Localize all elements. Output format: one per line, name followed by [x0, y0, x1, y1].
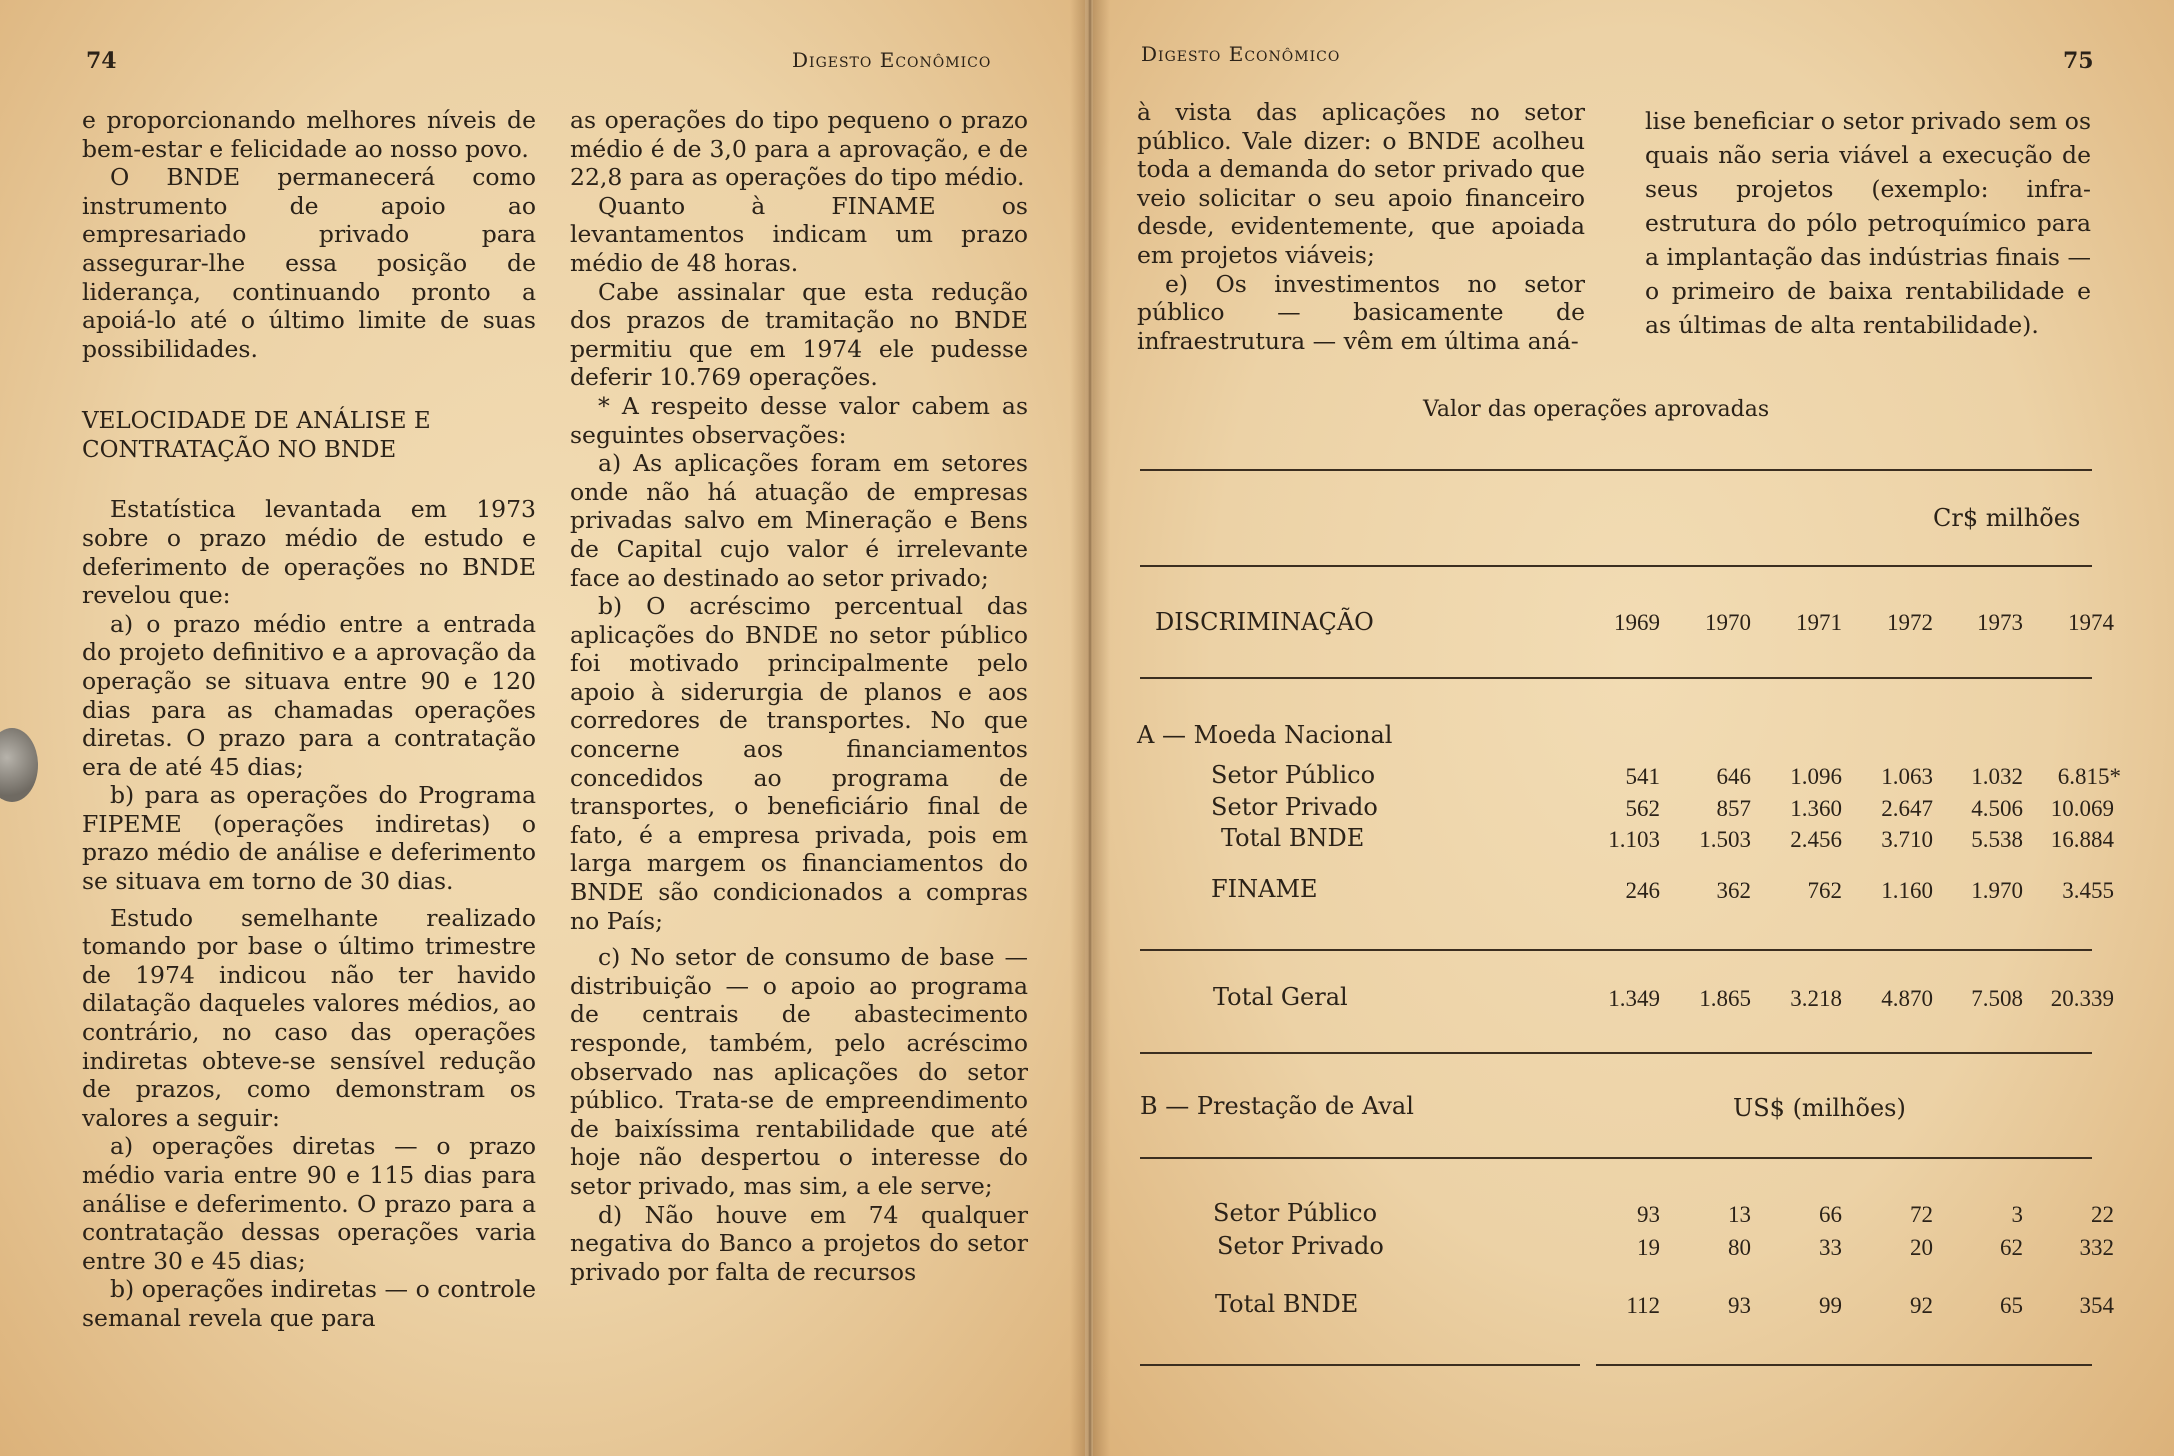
right-page	[1093, 0, 2174, 1456]
paragraph: as operações do tipo pequeno o prazo médio é de 3,0 para a aprovação, e de 22,8 para as operações do tipo médio.	[570, 106, 1028, 192]
table-rule	[1596, 1364, 2092, 1366]
paragraph: Estudo semelhante realizado tomando por base o último trimestre de 1974 indicou não ter havido dilatação daqueles valores médios, ao contrário, no caso das operações indiretas obteve-se sensível redução de prazos, como demonstram os valores a seguir:	[82, 903, 536, 1132]
running-head-right: Digesto Econômico	[1141, 42, 1341, 66]
row-label: FINAME	[1211, 875, 1318, 903]
paragraph: a) As aplicações foram em setores onde não há atuação de empresas privadas salvo em Mineração e Bens de Capital cujo valor é irrelevante face ao destinado ao setor privado;	[570, 449, 1028, 592]
table-cell: 65	[2000, 1293, 2023, 1318]
table-rule	[1140, 1052, 2092, 1054]
section-b-label: B — Prestação de Aval	[1140, 1092, 1414, 1120]
table-cell: 22	[2091, 1202, 2114, 1227]
row-label: Total BNDE	[1215, 1290, 1359, 1318]
row-label: Setor Privado	[1217, 1232, 1384, 1260]
table-cell: 6.815*	[2057, 764, 2121, 789]
paragraph: b) operações indiretas — o controle semanal revela que para	[82, 1275, 536, 1332]
table-cell: 3.710	[1881, 827, 1933, 852]
table-cell: 20	[1910, 1235, 1933, 1260]
table-cell: 1.103	[1608, 827, 1660, 852]
paragraph: a) o prazo médio entre a entrada do projeto definitivo e a aprovação da operação se situava entre 90 e 120 dias para as chamadas operações diretas. O prazo para a contratação era de até 45 dias;	[82, 609, 536, 781]
year-header: 1974	[2068, 610, 2114, 635]
table-cell: 7.508	[1971, 986, 2023, 1011]
year-header: 1970	[1705, 610, 1751, 635]
paragraph: e proporcionando melhores níveis de bem-estar e felicidade ao nosso povo.	[82, 106, 536, 163]
right-column-2	[1645, 104, 2091, 342]
table-rule	[1140, 469, 2092, 471]
section-a-label: A — Moeda Nacional	[1137, 721, 1393, 749]
year-header: 1971	[1796, 610, 1842, 635]
table-cell: 19	[1637, 1235, 1660, 1260]
year-header: 1972	[1887, 610, 1933, 635]
table-rule	[1140, 565, 2092, 567]
table-cell: 246	[1625, 878, 1660, 903]
left-column-1	[82, 106, 536, 1333]
paragraph: b) para as operações do Programa FIPEME (operações indiretas) o prazo médio de análise e deferimento se situava em torno de 30 dias.	[82, 781, 536, 896]
table-cell: 1.096	[1790, 764, 1842, 789]
table-cell: 857	[1716, 796, 1751, 821]
book-gutter	[1070, 0, 1110, 1456]
table-cell: 66	[1819, 1202, 1842, 1227]
table-cell: 1.349	[1608, 986, 1660, 1011]
paragraph: O BNDE permanecerá como instrumento de apoio ao empresariado privado para assegurar-lhe essa posição de liderança, continuando pronto a apoiá-lo até o último limite de suas possibilidades.	[82, 163, 536, 363]
table-cell: 1.063	[1881, 764, 1933, 789]
table-cell: 1.503	[1699, 827, 1751, 852]
table-rule	[1140, 1364, 1580, 1366]
table-cell: 541	[1625, 764, 1660, 789]
table-cell: 99	[1819, 1293, 1842, 1318]
paragraph: Cabe assinalar que esta redução dos prazos de tramitação no BNDE permitiu que em 1974 ele pudesse deferir 10.769 operações.	[570, 277, 1028, 392]
paragraph: * A respeito desse valor cabem as seguintes observações:	[570, 391, 1028, 449]
table-cell: 646	[1716, 764, 1751, 789]
table-cell: 13	[1728, 1202, 1751, 1227]
table-rule	[1140, 949, 2092, 951]
table-cell: 92	[1910, 1293, 1933, 1318]
row-label: Setor Privado	[1211, 793, 1378, 821]
table-cell: 332	[2079, 1235, 2114, 1260]
right-column-1	[1137, 98, 1585, 355]
table-cell: 362	[1716, 878, 1751, 903]
section-b-unit: US$ (milhões)	[1733, 1094, 1906, 1122]
table-cell: 3.218	[1790, 986, 1842, 1011]
table-cell: 2.647	[1881, 796, 1933, 821]
paragraph: b) O acréscimo percentual das aplicações do BNDE no setor público foi motivado principalmente pelo apoio à siderurgia de planos e aos corredores de transportes. No que concerne aos financiamentos concedidos ao programa de transportes, o beneficiário final de fato, é a empresa privada, pois em larga margem os financiamentos do BNDE são condicionados a compras no País;	[570, 592, 1028, 935]
table-cell: 562	[1625, 796, 1660, 821]
year-header: 1969	[1614, 610, 1660, 635]
left-column-2	[570, 106, 1028, 1286]
paragraph: e) Os investimentos no setor público — basicamente de infraestrutura — vêm em última aná-	[1137, 269, 1585, 355]
row-label: Total BNDE	[1221, 824, 1365, 852]
table-cell: 80	[1728, 1235, 1751, 1260]
paragraph: à vista das aplicações no setor público. Vale dizer: o BNDE acolheu toda a demanda do setor privado que veio solicitar o seu apoio financeiro desde, evidentemente, que apoiada em projetos viáveis;	[1137, 98, 1585, 269]
section-heading: VELOCIDADE DE ANÁLISE E CONTRATAÇÃO NO BNDE	[82, 408, 431, 464]
table-cell: 112	[1626, 1293, 1660, 1318]
paragraph: lise beneficiar o setor privado sem os quais não seria viável a execução de seus projetos (exemplo: infra-estrutura do pólo petroquímico para a implantação das indústrias finais — o primeiro de baixa rentabilidade e as últimas de alta rentabilidade).	[1645, 107, 2091, 339]
table-cell: 1.865	[1699, 986, 1751, 1011]
table-cell: 20.339	[2050, 986, 2114, 1011]
table-rule	[1140, 677, 2092, 679]
paragraph: d) Não houve em 74 qualquer negativa do Banco a projetos do setor privado por falta de recursos	[570, 1200, 1028, 1286]
running-head-left: Digesto Econômico	[792, 48, 992, 72]
table-title: Valor das operações aprovadas	[1423, 397, 1770, 422]
paper-clip-mark	[0, 728, 38, 802]
row-label: Total Geral	[1213, 983, 1348, 1011]
year-header: 1973	[1977, 610, 2023, 635]
table-cell: 72	[1910, 1202, 1933, 1227]
table-cell: 4.870	[1881, 986, 1933, 1011]
table-cell: 1.032	[1971, 764, 2023, 789]
page-number-right: 75	[2063, 48, 2094, 74]
table-cell: 62	[2000, 1235, 2023, 1260]
table-unit: Cr$ milhões	[1933, 504, 2081, 532]
table-cell: 1.970	[1971, 878, 2023, 903]
table-rule	[1140, 1157, 2092, 1159]
table-header-label: DISCRIMINAÇÃO	[1155, 608, 1374, 636]
table-cell: 3.455	[2062, 878, 2114, 903]
table-cell: 1.360	[1790, 796, 1842, 821]
table-cell: 33	[1819, 1235, 1842, 1260]
table-cell: 10.069	[2050, 796, 2114, 821]
table-cell: 4.506	[1971, 796, 2023, 821]
table-cell: 1.160	[1881, 878, 1933, 903]
table-cell: 5.538	[1971, 827, 2023, 852]
table-cell: 2.456	[1790, 827, 1842, 852]
table-cell: 762	[1807, 878, 1842, 903]
table-cell: 354	[2079, 1293, 2114, 1318]
paragraph: a) operações diretas — o prazo médio varia entre 90 e 115 dias para análise e deferimento. O prazo para a contratação dessas operações varia entre 30 e 45 dias;	[82, 1132, 536, 1275]
paragraph: Estatística levantada em 1973 sobre o prazo médio de estudo e deferimento de operações no BNDE revelou que:	[82, 495, 536, 610]
table-cell: 3	[2011, 1202, 2023, 1227]
page-number-left: 74	[86, 48, 117, 74]
row-label: Setor Público	[1211, 761, 1376, 789]
row-label: Setor Público	[1213, 1199, 1378, 1227]
table-cell: 16.884	[2050, 827, 2114, 852]
table-cell: 93	[1728, 1293, 1751, 1318]
table-cell: 93	[1637, 1202, 1660, 1227]
left-page	[0, 0, 1085, 1456]
paragraph: c) No setor de consumo de base — distribuição — o apoio ao programa de centrais de abastecimento responde, também, pelo acréscimo observado nas aplicações do setor público. Trata-se de empreendimento de baixíssima rentabilidade que até hoje não despertou o interesse do setor privado, mas sim, a ele serve;	[570, 943, 1028, 1200]
paragraph: Quanto à FINAME os levantamentos indicam um prazo médio de 48 horas.	[570, 191, 1028, 277]
